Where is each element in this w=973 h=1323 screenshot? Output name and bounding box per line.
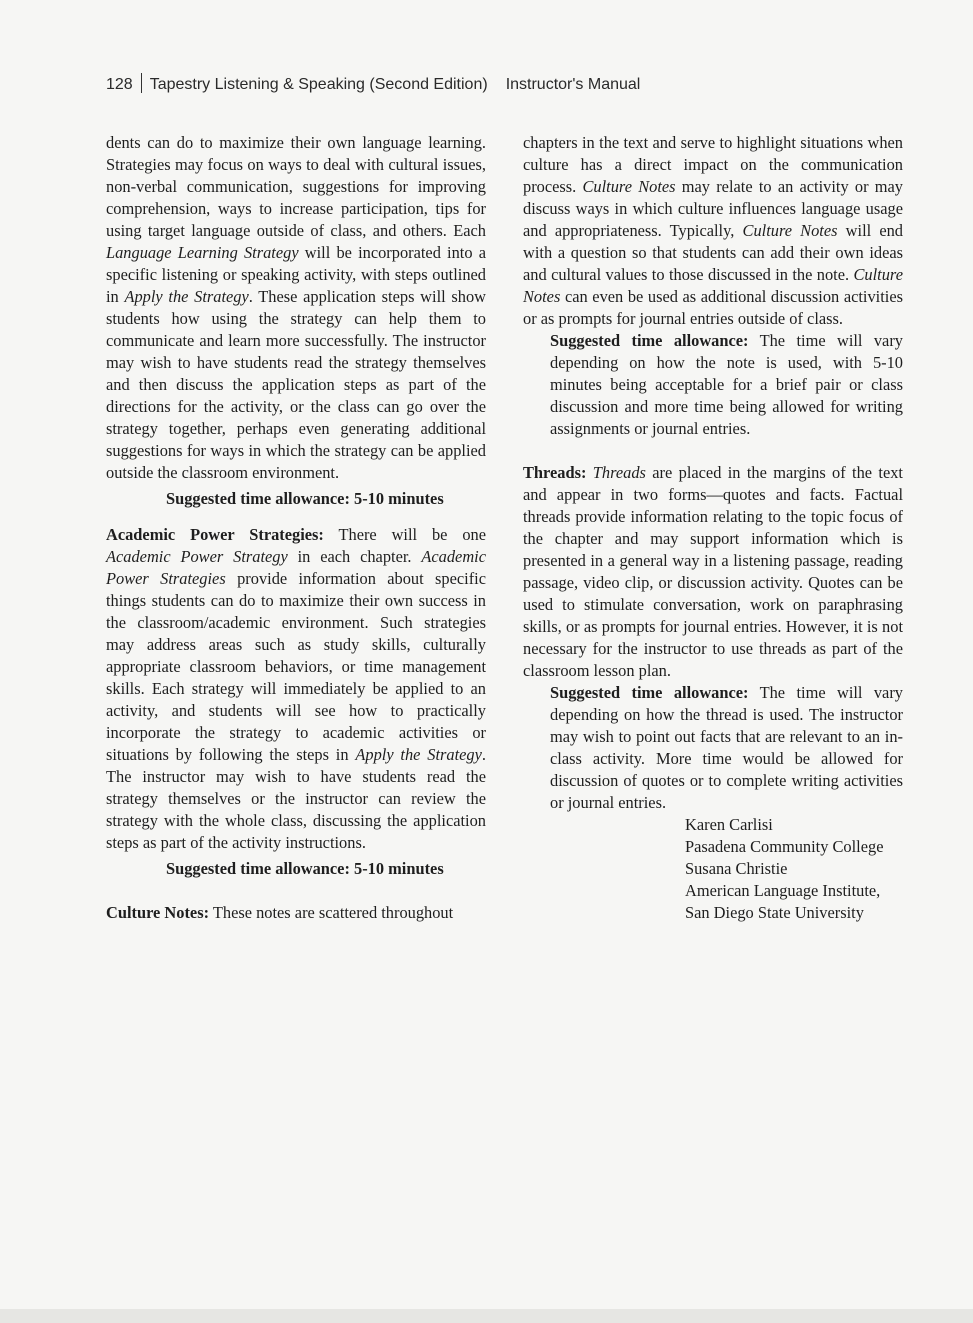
signature-line: American Language Institute,	[685, 881, 881, 900]
running-head	[106, 73, 640, 94]
manual-label: Instructor's Manual	[505, 76, 641, 93]
header-divider	[141, 73, 142, 93]
scan-edge	[0, 1309, 973, 1323]
right-column	[523, 132, 903, 924]
time-allowance-4: Suggested time allowance: The time will vary depending on how the thread is used. The instructor may wish to point out facts that are relevant to an in-class activity. More time would be allowed for discussion of quotes or to complete writing activities or journal entries.	[550, 683, 903, 812]
signature-line: Pasadena Community College	[685, 837, 884, 856]
book-title: Tapestry Listening & Speaking (Second Edition)	[149, 76, 488, 93]
signature-line: Karen Carlisi	[685, 815, 773, 834]
culture-notes-paragraph: Culture Notes: These notes are scattered throughout	[106, 903, 454, 922]
left-column	[106, 132, 486, 924]
signature-line: San Diego State University	[685, 903, 864, 922]
time-allowance-1: Suggested time allowance: 5-10 minutes	[166, 489, 444, 508]
signature-line: Susana Christie	[685, 859, 788, 878]
lls-paragraph: dents can do to maximize their own language learning. Strategies may focus on ways to deal with cultural issues, non-verbal communication, suggestions for improving comprehension, ways to increase participation, tips for using target language outside of class, and others. Each Language Learning Strategy will be incorporated into a specific listening or speaking activity, with steps outlined in Apply the Strategy. These application steps will show students how using the strategy can help them to communicate and learn more successfully. The instructor may wish to have students read the strategy themselves and then discuss the application steps as part of the directions for the activity, or the class can go over the strategy together, perhaps even generating additional suggestions for ways in which the strategy can be applied outside the classroom environment.	[106, 133, 486, 482]
signature-block	[685, 814, 903, 924]
page-number: 128	[106, 76, 133, 93]
time-allowance-3: Suggested time allowance: The time will vary depending on how the note is used, with 5-10 minutes being acceptable for a brief pair or class discussion and more time being allowed for writing assignments or journal entries.	[550, 331, 903, 438]
aps-paragraph: Academic Power Strategies: There will be one Academic Power Strategy in each chapter. Academic Power Strategies provide information about specific things students can do to maximize their own success in the classroom/academic environment. Such strategies may address areas such as study skills, culturally appropriate classroom behaviors, or time management skills. Each strategy will immediately be applied to an activity, and students will see how to practically incorporate the strategy to academic activities or situations by following the steps in Apply the Strategy. The instructor may wish to have students read the strategy themselves or the instructor can review the strategy with the whole class, discussing the application steps as part of the activity instructions.	[106, 525, 487, 852]
threads-paragraph: Threads: Threads are placed in the margins of the text and appear in two forms—quotes and facts. Factual threads provide information relating to the topic focus of the chapter and may support information which is presented in a general way in a listening passage, reading passage, video clip, or discussion activity. Quotes can be used to stimulate conversation, work on paraphrasing skills, or as prompts for journal entries. However, it is not necessary for the instructor to use threads as part of the classroom lesson plan.	[523, 463, 903, 680]
time-allowance-2: Suggested time allowance: 5-10 minutes	[166, 859, 444, 878]
culture-notes-continued: chapters in the text and serve to highlight situations when culture has a direct impact on the communication process. Culture Notes may relate to an activity or may discuss ways in which culture influences language usage and appropriateness. Typically, Culture Notes will end with a question so that students can add their own ideas and cultural values to those discussed in the note. Culture Notes can even be used as additional discussion activities or as prompts for journal entries outside of class.	[523, 133, 903, 328]
